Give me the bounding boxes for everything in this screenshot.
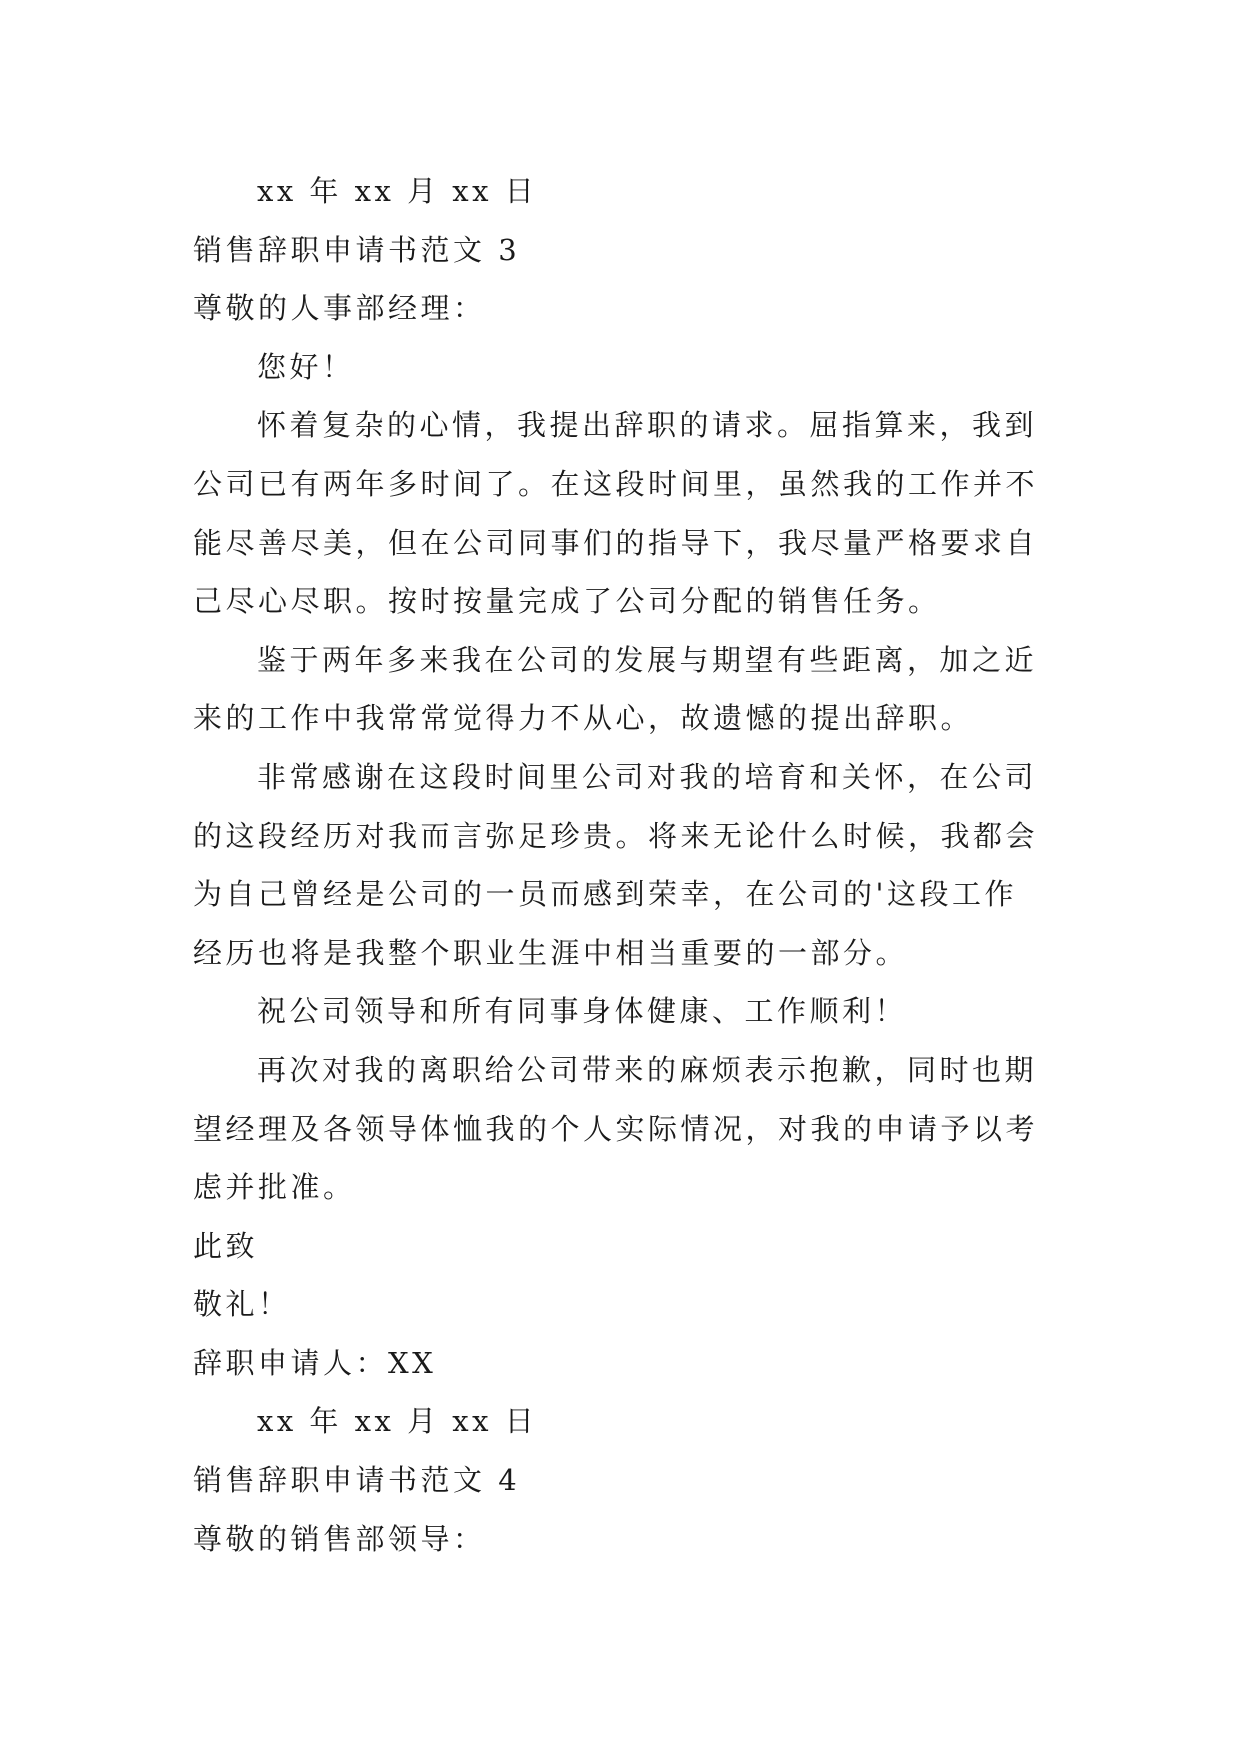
paragraph-line: 己尽心尽职。按时按量完成了公司分配的销售任务。: [193, 584, 941, 619]
paragraph-1: [193, 396, 1063, 630]
salutation-hr-manager: 尊敬的人事部经理：: [193, 291, 486, 326]
document-body: [193, 162, 1063, 1568]
paragraph-line: 公司已有两年多时间了。在这段时间里，虽然我的工作并不: [193, 466, 1039, 501]
paragraph-line: 非常感谢在这段时间里公司对我的培育和关怀，在公司: [257, 759, 1038, 794]
paragraph-line: 虑并批准。: [193, 1170, 356, 1205]
section-title-4: 销售辞职申请书范文 4: [193, 1463, 521, 1498]
signer-line: 辞职申请人：XX: [193, 1345, 437, 1380]
closing-cizhi: 此致: [193, 1228, 259, 1263]
paragraph-line: 能尽善尽美，但在公司同事们的指导下，我尽量严格要求自: [193, 525, 1039, 560]
date-line-top: xx 年 xx 月 xx 日: [257, 174, 538, 208]
paragraph-line: 的这段经历对我而言弥足珍贵。将来无论什么时候，我都会: [193, 818, 1039, 853]
paragraph-line: 祝公司领导和所有同事身体健康、工作顺利！: [257, 994, 908, 1029]
closing-jingli: 敬礼！: [193, 1287, 291, 1322]
paragraph-line: 为自己曾经是公司的一员而感到荣幸，在公司的'这段工作: [193, 877, 1017, 912]
paragraph-line: 来的工作中我常常觉得力不从心，故遗憾的提出辞职。: [193, 701, 974, 736]
paragraph-line: 怀着复杂的心情，我提出辞职的请求。屈指算来，我到: [257, 408, 1038, 443]
paragraph-line: 经历也将是我整个职业生涯中相当重要的一部分。: [193, 935, 909, 970]
greeting: 您好！: [257, 349, 355, 384]
paragraph-line: 再次对我的离职给公司带来的麻烦表示抱歉，同时也期: [257, 1052, 1038, 1087]
date-line-bottom: xx 年 xx 月 xx 日: [257, 1404, 538, 1439]
paragraph-5: [193, 1041, 1063, 1217]
paragraph-4: [193, 982, 1063, 1041]
paragraph-line: 鉴于两年多来我在公司的发展与期望有些距离，加之近: [257, 642, 1038, 677]
paragraph-line: 望经理及各领导体恤我的个人实际情况，对我的申请予以考: [193, 1111, 1039, 1146]
section-title-3: 销售辞职申请书范文 3: [193, 232, 521, 267]
salutation-sales-leader: 尊敬的销售部领导：: [193, 1521, 486, 1556]
paragraph-3: [193, 748, 1063, 982]
paragraph-2: [193, 631, 1063, 748]
